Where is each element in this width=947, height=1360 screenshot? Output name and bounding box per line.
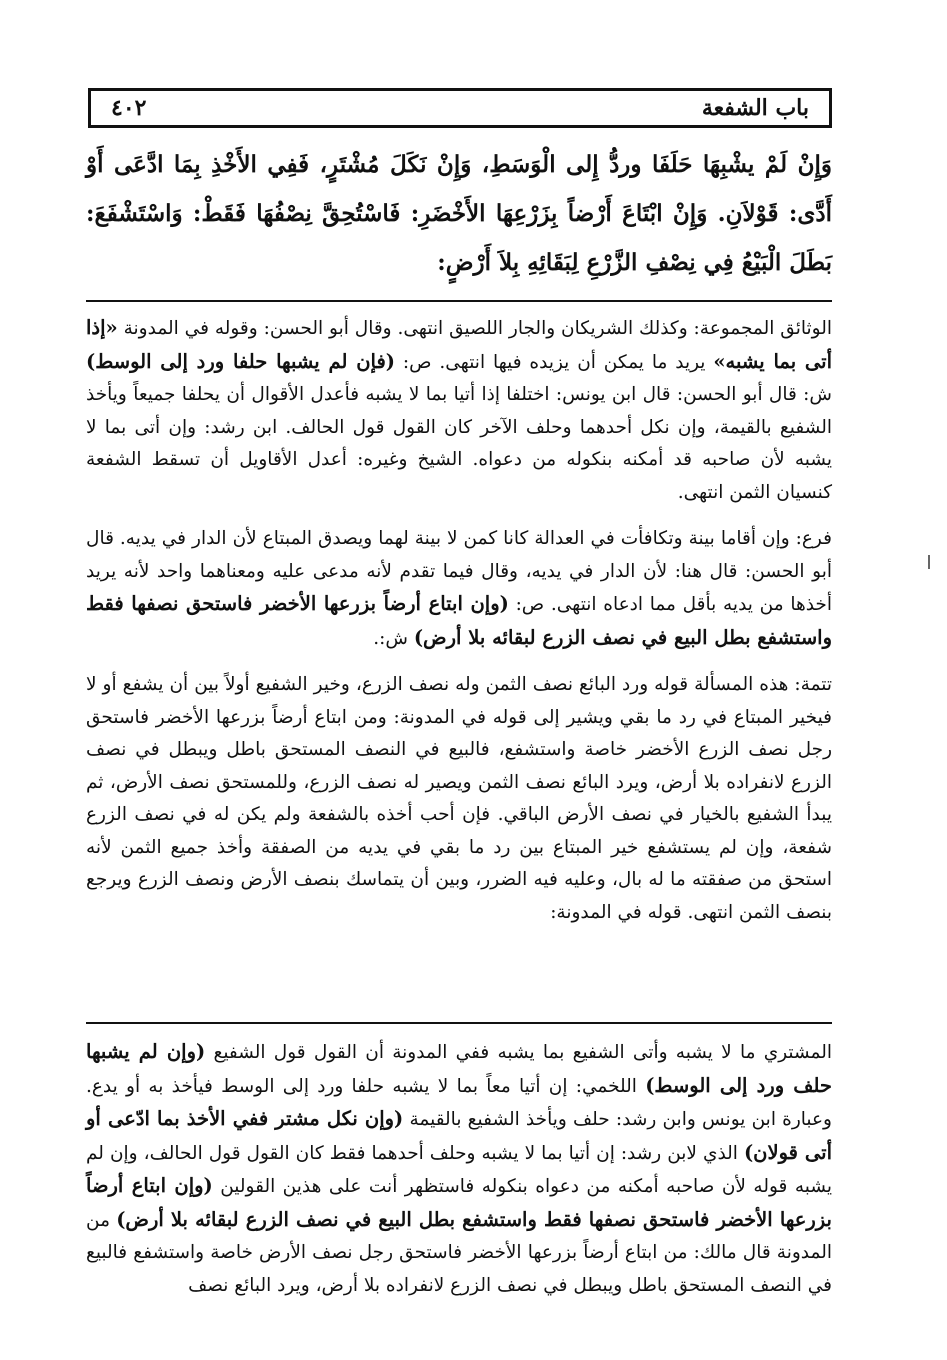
page-header — [88, 88, 832, 128]
text-run: فرع: وإن أقاما بينة وتكافأت في العدالة كانا كمن لا بينة لهما ويصدق المبتاع لأن الدار في يديه. قال أبو الحسن: قال هنا: لأن الدار في يديه، وقال فيما تقدم لأنه مدعى عليه ومعناهما واحد لأنه يريد أخذها من يديه بأقل مما ادعاه انتهى. ص: — [86, 528, 832, 615]
text-run: ش: قال أبو الحسن: قال ابن يونس: اختلفا إذا أتيا بما لا يشبه فأعدل الأقوال أن يحلفا جميعاً ويأخذ الشفيع بالقيمة، وإن نكل أحدهما وحلف الآخر كان القول قول الحالف. ابن رشد: وإن أتى بما لا يشبه لأن صاحبه قد أمكنه بنكوله من دعواه. الشيخ وغيره: أعدل الأقاويل أن تسقط الشفعة كنسيان الثمن انتهى. — [86, 384, 832, 503]
bold-quote: (وإن ابتاع أرضاً بزرعها الأخضر فاستحق نصفها فقط واستشفع بطل البيع في نصف الزرع لبقائه بلا أرض) — [86, 1174, 832, 1231]
bold-quote: (فإن لم يشبها حلفا ورد إلى الوسط) — [86, 349, 396, 373]
divider-top — [86, 300, 832, 302]
text-run: تتمة: هذه المسألة قوله ورد البائع نصف الثمن وله نصف الزرع، وخير الشفيع أولاً بين أن يشفع أو لا فيخير المبتاع في رد ما بقي ويشير إلى قوله في المدونة: ومن ابتاع أرضاً بزرعها الأخضر فاستحق رجل نصف الزرع الأخضر خاصة واستشفع، فالبيع في النصف المستحق باطل ويبطل في نصف الزرع لانفراده بلا أرض، ويرد البائع نصف الثمن ويصير له نصف الزرع، وللمستحق نصف الأرض، ثم يبدأ الشفيع بالخيار في نصف الأرض الباقي. فإن أحب أخذه بالشفعة ولم يكن له في نصف الزرع شفعة، وإن لم يستشفع خير المبتاع بين رد ما بقي في يديه من الصفقة وأخذ جميع الثمن لأنه استحق من صفقته ما له بال، وعليه فيه الضرر، وبين أن يتماسك بنصف الأرض ونصف الزرع ويرجع بنصف الثمن انتهى. قوله في المدونة: — [86, 674, 832, 923]
commentary-bottom — [86, 1036, 832, 1302]
text-run: من المدونة قال مالك: من ابتاع أرضاً بزرعها الأخضر فاستحق رجل نصف الأرض خاصة واستشفع فالبيع في النصف المستحق باطل ويبطل في نصف الزرع لانفراده بلا أرض، ويرد البائع نصف — [86, 1209, 832, 1296]
text-run: الذي لابن رشد: إن أتيا بما لا يشبه وحلف أحدهما فقط كان القول قول الحالف، وإن لم يشبه قوله لأن صاحبه أمكنه من دعواه بنكوله فاستظهر أنت على هذين القولين — [86, 1142, 832, 1197]
margin-mark — [928, 555, 930, 569]
chapter-title: باب الشفعة — [701, 95, 809, 121]
commentary-paragraph-1 — [86, 312, 832, 509]
text-run: اللخمي: إن أتيا معاً بما لا يشبه حلفا ورد إلى الوسط فيأخذ به أو يدع. وعبارة ابن يونس وابن رشد: حلف ويأخذ الشفيع بالقيمة — [86, 1075, 832, 1130]
bold-quote: (وإن ابتاع أرضاً بزرعها الأخضر فاستحق نصفها فقط واستشفع بطل البيع في نصف الزرع لبقائه بلا أرض) — [86, 592, 832, 649]
commentary-paragraph-3 — [86, 669, 832, 929]
page-number: ٤٠٢ — [111, 95, 147, 121]
commentary-paragraph-4 — [86, 1036, 832, 1302]
bold-quote: (وإن نكل مشتر ففي الأخذ بما ادّعى أو أتى قولان) — [86, 1107, 832, 1164]
bold-quote: «إذا أتى بما يشبه» — [86, 316, 832, 373]
divider-bottom — [86, 1022, 832, 1024]
text-run: ش:. — [373, 627, 414, 649]
bold-quote: (وإن لم يشبها حلف ورد إلى الوسط) — [86, 1040, 832, 1097]
commentary-top — [86, 312, 832, 929]
text-run: الوثائق المجموعة: وكذلك الشريكان والجار اللصيق انتهى. وقال أبو الحسن: وقوله في المدونة — [117, 318, 832, 339]
text-run: يريد ما يمكن أن يزيده فيها انتهى. ص: — [395, 351, 714, 373]
main-text-matn: وَإِنْ لَمْ يشْبِهَا حَلَفَا وردُّ إِلى الْوَسَطِ، وَإِنْ نَكَلَ مُشْتَرٍ، فَفِي الأَخْذِ بِمَا ادَّعَى أَوْ أَدَّى: قَوْلاَنِ. وَإِنْ ابْتَاعَ أَرْضاً بِزَرْعِهَا الأَخْضَرِ: فَاسْتُحِقَّ نِصْفُهَا فَقَطْ: وَاسْتَشْفَعَ: بَطَلَ الْبَيْعُ فِي نِصْفِ الزَّرْعِ لِبَقَائِهِ بِلاَ أَرْضٍ: — [86, 151, 832, 276]
commentary-paragraph-2 — [86, 523, 832, 655]
text-run: المشتري ما لا يشبه وأتى الشفيع بما يشبه ففي المدونة أن القول قول الشفيع — [205, 1042, 832, 1063]
